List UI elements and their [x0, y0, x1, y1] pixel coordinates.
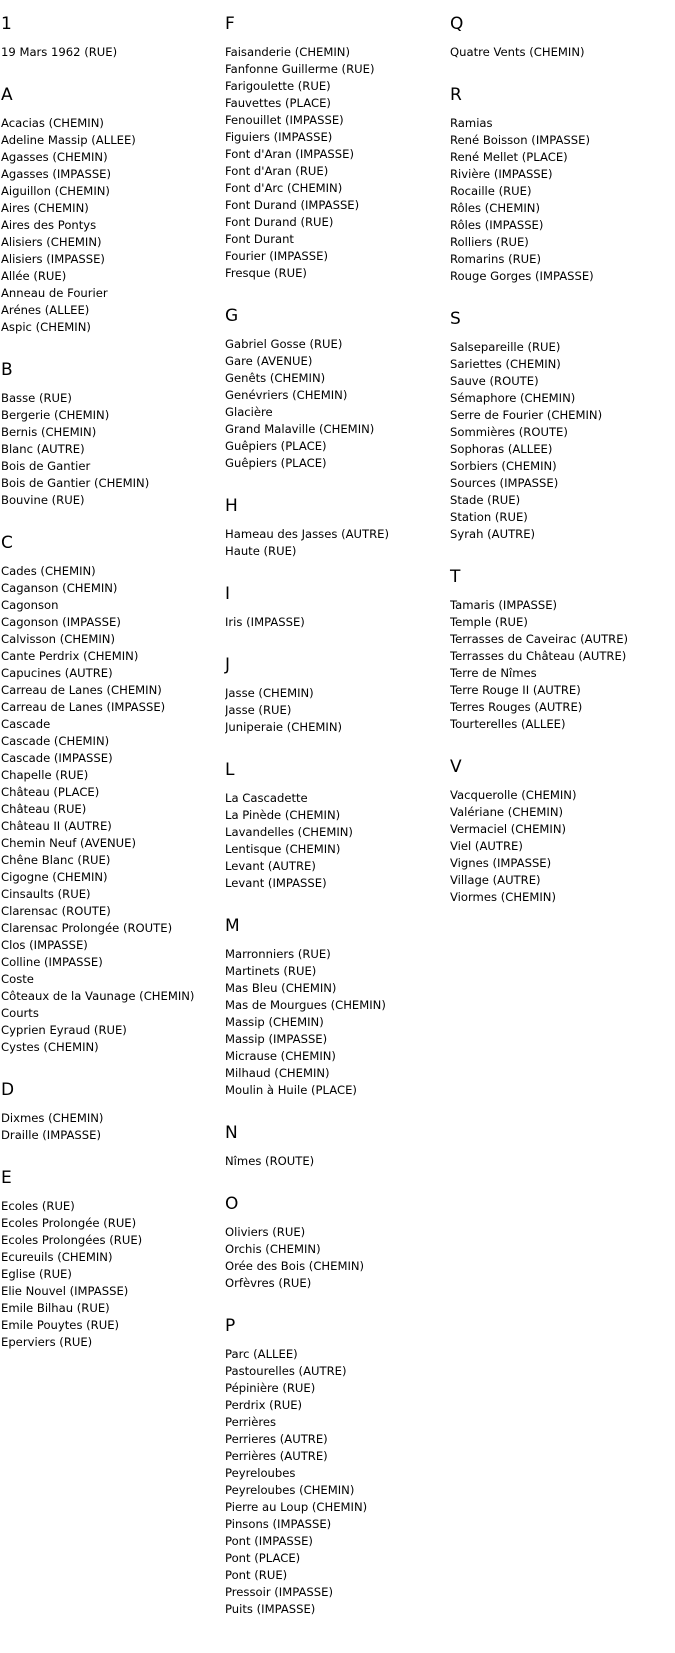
street-item: Rôles (CHEMIN): [450, 201, 540, 215]
street-item: Cinsaults (RUE): [1, 887, 91, 901]
street-item: Terre de Nîmes: [450, 666, 537, 680]
street-item: Terrasses du Château (AUTRE): [450, 649, 627, 663]
letter-heading: N: [225, 1123, 238, 1143]
street-item: Perdrix (RUE): [225, 1398, 303, 1412]
street-list: [225, 526, 440, 560]
street-item: Peyreloubes (CHEMIN): [225, 1483, 355, 1497]
street-item: Martinets (RUE): [225, 964, 317, 978]
street-item: Chêne Blanc (RUE): [1, 853, 111, 867]
street-item: Arénes (ALLEE): [1, 303, 90, 317]
street-item: Clos (IMPASSE): [1, 938, 88, 952]
street-item: Bois de Gantier (CHEMIN): [1, 476, 150, 490]
street-item: Rivière (IMPASSE): [450, 167, 553, 181]
street-list: [225, 336, 440, 472]
street-item: Terre Rouge II (AUTRE): [450, 683, 581, 697]
street-item: Vignes (IMPASSE): [450, 856, 552, 870]
street-list: [1, 1110, 216, 1144]
column-2: [225, 14, 440, 1642]
street-list: [225, 685, 440, 736]
street-item: Acacias (CHEMIN): [1, 116, 104, 130]
street-item: Farigoulette (RUE): [225, 79, 331, 93]
street-item: Iris (IMPASSE): [225, 615, 305, 629]
street-item: Ecoles (RUE): [1, 1199, 75, 1213]
street-item: Alisiers (CHEMIN): [1, 235, 102, 249]
street-item: Rouge Gorges (IMPASSE): [450, 269, 594, 283]
street-item: Colline (IMPASSE): [1, 955, 103, 969]
street-item: Clarensac (ROUTE): [1, 904, 111, 918]
street-list: [1, 390, 216, 509]
street-item: Bouvine (RUE): [1, 493, 85, 507]
street-item: Temple (RUE): [450, 615, 528, 629]
street-item: Pont (RUE): [225, 1568, 288, 1582]
street-item: Font d'Arc (CHEMIN): [225, 181, 343, 195]
street-item: Nîmes (ROUTE): [225, 1154, 315, 1168]
street-item: René Mellet (PLACE): [450, 150, 568, 164]
street-item: Calvisson (CHEMIN): [1, 632, 115, 646]
street-list: [225, 614, 440, 631]
street-item: La Cascadette: [225, 791, 308, 805]
letter-heading: A: [1, 85, 13, 105]
street-item: Dixmes (CHEMIN): [1, 1111, 104, 1125]
street-item: Château (RUE): [1, 802, 87, 816]
street-item: Valériane (CHEMIN): [450, 805, 564, 819]
street-item: Clarensac Prolongée (ROUTE): [1, 921, 173, 935]
street-list: [450, 44, 665, 61]
street-item: Elie Nouvel (IMPASSE): [1, 1284, 129, 1298]
street-item: Font Durand (IMPASSE): [225, 198, 360, 212]
street-item: Ramias: [450, 116, 493, 130]
street-item: Fauvettes (PLACE): [225, 96, 331, 110]
letter-heading: R: [450, 85, 462, 105]
letter-section: [225, 306, 440, 472]
street-item: Juniperaie (CHEMIN): [225, 720, 343, 734]
street-item: Chemin Neuf (AVENUE): [1, 836, 137, 850]
street-item: Genévriers (CHEMIN): [225, 388, 348, 402]
street-item: Milhaud (CHEMIN): [225, 1066, 330, 1080]
street-item: Eglise (RUE): [1, 1267, 72, 1281]
letter-heading: S: [450, 309, 461, 329]
street-item: Perrières: [225, 1415, 277, 1429]
street-item: Bernis (CHEMIN): [1, 425, 97, 439]
street-item: Ecureuils (CHEMIN): [1, 1250, 113, 1264]
street-item: Fenouillet (IMPASSE): [225, 113, 344, 127]
street-item: Basse (RUE): [1, 391, 72, 405]
street-item: Mas de Mourgues (CHEMIN): [225, 998, 386, 1012]
street-item: Sémaphore (CHEMIN): [450, 391, 576, 405]
street-item: Draille (IMPASSE): [1, 1128, 101, 1142]
letter-section: [1, 1168, 216, 1351]
street-item: Orchis (CHEMIN): [225, 1242, 321, 1256]
street-list: [225, 1224, 440, 1292]
street-item: Orée des Bois (CHEMIN): [225, 1259, 365, 1273]
letter-heading: E: [1, 1168, 12, 1188]
street-item: Carreau de Lanes (IMPASSE): [1, 700, 166, 714]
street-list: [225, 946, 440, 1099]
street-item: Côteaux de la Vaunage (CHEMIN): [1, 989, 195, 1003]
letter-section: [450, 85, 665, 285]
street-item: Sorbiers (CHEMIN): [450, 459, 557, 473]
street-item: Adeline Massip (ALLEE): [1, 133, 136, 147]
street-item: Sariettes (CHEMIN): [450, 357, 561, 371]
street-list: [225, 1346, 440, 1618]
street-item: Aires (CHEMIN): [1, 201, 89, 215]
street-item: Puits (IMPASSE): [225, 1602, 316, 1616]
letter-heading: D: [1, 1080, 15, 1100]
street-item: Agasses (CHEMIN): [1, 150, 108, 164]
street-item: Cascade (IMPASSE): [1, 751, 113, 765]
letter-heading: 1: [1, 14, 12, 34]
letter-section: [450, 567, 665, 733]
street-list: [450, 787, 665, 906]
street-item: Oliviers (RUE): [225, 1225, 306, 1239]
street-item: Vacquerolle (CHEMIN): [450, 788, 577, 802]
street-item: 19 Mars 1962 (RUE): [1, 45, 118, 59]
letter-heading: Q: [450, 14, 464, 34]
street-item: Sommières (ROUTE): [450, 425, 568, 439]
letter-heading: B: [1, 360, 13, 380]
street-item: Emile Bilhau (RUE): [1, 1301, 110, 1315]
street-item: Font d'Aran (RUE): [225, 164, 329, 178]
street-item: Cascade: [1, 717, 51, 731]
street-item: Terrasses de Caveirac (AUTRE): [450, 632, 629, 646]
street-item: Pastourelles (AUTRE): [225, 1364, 347, 1378]
letter-heading: H: [225, 496, 238, 516]
letter-heading: T: [450, 567, 461, 587]
letter-heading: C: [1, 533, 13, 553]
street-list: [450, 115, 665, 285]
street-item: Allée (RUE): [1, 269, 67, 283]
street-item: Quatre Vents (CHEMIN): [450, 45, 585, 59]
street-item: Pierre au Loup (CHEMIN): [225, 1500, 368, 1514]
street-item: Font Durand (RUE): [225, 215, 334, 229]
street-item: Emile Pouytes (RUE): [1, 1318, 120, 1332]
street-item: René Boisson (IMPASSE): [450, 133, 591, 147]
letter-section: [225, 1194, 440, 1292]
street-item: Capucines (AUTRE): [1, 666, 113, 680]
street-item: Château (PLACE): [1, 785, 100, 799]
street-item: Massip (IMPASSE): [225, 1032, 328, 1046]
street-item: Blanc (AUTRE): [1, 442, 85, 456]
street-item: Cascade (CHEMIN): [1, 734, 110, 748]
street-item: Romarins (RUE): [450, 252, 542, 266]
street-item: Station (RUE): [450, 510, 528, 524]
street-list: [1, 1198, 216, 1351]
letter-heading: V: [450, 757, 462, 777]
column-3: [450, 14, 665, 930]
street-item: Bergerie (CHEMIN): [1, 408, 110, 422]
street-item: Haute (RUE): [225, 544, 297, 558]
street-item: Fourier (IMPASSE): [225, 249, 328, 263]
street-item: Village (AUTRE): [450, 873, 541, 887]
street-item: Pinsons (IMPASSE): [225, 1517, 332, 1531]
street-item: Sauve (ROUTE): [450, 374, 539, 388]
street-item: Château II (AUTRE): [1, 819, 112, 833]
street-list: [225, 790, 440, 892]
letter-section: [225, 1123, 440, 1170]
street-item: Agasses (IMPASSE): [1, 167, 112, 181]
letter-heading: M: [225, 916, 240, 936]
street-item: Rolliers (RUE): [450, 235, 529, 249]
street-item: Perrieres (AUTRE): [225, 1432, 328, 1446]
street-item: Serre de Fourier (CHEMIN): [450, 408, 603, 422]
street-item: Salsepareille (RUE): [450, 340, 561, 354]
street-item: Levant (IMPASSE): [225, 876, 327, 890]
letter-heading: I: [225, 584, 231, 604]
street-item: Font Durant: [225, 232, 294, 246]
street-list: [1, 115, 216, 336]
letter-heading: G: [225, 306, 239, 326]
street-item: Aires des Pontys: [1, 218, 97, 232]
street-item: Genêts (CHEMIN): [225, 371, 326, 385]
letter-section: [225, 584, 440, 631]
letter-section: [1, 1080, 216, 1144]
street-item: Mas Bleu (CHEMIN): [225, 981, 337, 995]
street-item: Aspic (CHEMIN): [1, 320, 91, 334]
street-item: Hameau des Jasses (AUTRE): [225, 527, 389, 541]
letter-section: [1, 533, 216, 1056]
letter-section: [450, 757, 665, 906]
letter-section: [225, 496, 440, 560]
street-item: Glacière: [225, 405, 273, 419]
street-item: Peyreloubes: [225, 1466, 296, 1480]
letter-section: [225, 916, 440, 1099]
street-item: Lentisque (CHEMIN): [225, 842, 341, 856]
street-item: Micrause (CHEMIN): [225, 1049, 336, 1063]
street-item: Rôles (IMPASSE): [450, 218, 544, 232]
street-item: Syrah (AUTRE): [450, 527, 536, 541]
street-list: [225, 44, 440, 282]
street-item: Grand Malaville (CHEMIN): [225, 422, 375, 436]
street-list: [1, 563, 216, 1056]
street-item: Caganson (CHEMIN): [1, 581, 118, 595]
street-item: Parc (ALLEE): [225, 1347, 298, 1361]
letter-section: [225, 1316, 440, 1618]
street-item: Gabriel Gosse (RUE): [225, 337, 343, 351]
street-item: Rocaille (RUE): [450, 184, 532, 198]
street-item: Anneau de Fourier: [1, 286, 108, 300]
street-item: Sources (IMPASSE): [450, 476, 559, 490]
street-item: Jasse (RUE): [225, 703, 292, 717]
letter-section: [225, 655, 440, 736]
street-item: Pressoir (IMPASSE): [225, 1585, 333, 1599]
street-item: Courts: [1, 1006, 39, 1020]
street-list: [225, 1153, 440, 1170]
street-item: Massip (CHEMIN): [225, 1015, 324, 1029]
street-item: Eperviers (RUE): [1, 1335, 93, 1349]
street-list: [450, 597, 665, 733]
street-item: Cagonson: [1, 598, 59, 612]
street-item: Terres Rouges (AUTRE): [450, 700, 583, 714]
letter-heading: L: [225, 760, 235, 780]
street-item: Guêpiers (PLACE): [225, 456, 327, 470]
letter-heading: J: [225, 655, 231, 675]
street-item: Pépinière (RUE): [225, 1381, 316, 1395]
street-list: [450, 339, 665, 543]
street-item: Aiguillon (CHEMIN): [1, 184, 110, 198]
letter-heading: P: [225, 1316, 236, 1336]
letter-section: [225, 760, 440, 892]
letter-heading: O: [225, 1194, 239, 1214]
street-item: Viormes (CHEMIN): [450, 890, 556, 904]
street-item: Cystes (CHEMIN): [1, 1040, 99, 1054]
street-item: Pont (PLACE): [225, 1551, 301, 1565]
street-item: Tamaris (IMPASSE): [450, 598, 558, 612]
street-item: Marronniers (RUE): [225, 947, 331, 961]
street-item: Cyprien Eyraud (RUE): [1, 1023, 127, 1037]
street-item: Pont (IMPASSE): [225, 1534, 313, 1548]
street-item: Font d'Aran (IMPASSE): [225, 147, 355, 161]
column-1: [1, 14, 216, 1375]
letter-heading: F: [225, 14, 235, 34]
street-item: Perrières (AUTRE): [225, 1449, 328, 1463]
street-item: Alisiers (IMPASSE): [1, 252, 105, 266]
street-item: Chapelle (RUE): [1, 768, 89, 782]
street-item: Ecoles Prolongées (RUE): [1, 1233, 143, 1247]
street-item: Cagonson (IMPASSE): [1, 615, 121, 629]
street-item: Levant (AUTRE): [225, 859, 316, 873]
street-item: Tourterelles (ALLEE): [450, 717, 566, 731]
street-item: Viel (AUTRE): [450, 839, 523, 853]
letter-section: [1, 360, 216, 509]
letter-section: [1, 85, 216, 336]
street-item: Fanfonne Guillerme (RUE): [225, 62, 375, 76]
letter-section: [450, 309, 665, 543]
letter-section: [1, 14, 216, 61]
street-item: Gare (AVENUE): [225, 354, 313, 368]
street-item: Fresque (RUE): [225, 266, 307, 280]
street-item: Guêpiers (PLACE): [225, 439, 327, 453]
street-item: Ecoles Prolongée (RUE): [1, 1216, 137, 1230]
letter-section: [450, 14, 665, 61]
street-item: Jasse (CHEMIN): [225, 686, 314, 700]
street-item: Cigogne (CHEMIN): [1, 870, 108, 884]
street-item: Moulin à Huile (PLACE): [225, 1083, 357, 1097]
street-item: Vermaciel (CHEMIN): [450, 822, 567, 836]
street-item: Faisanderie (CHEMIN): [225, 45, 351, 59]
street-item: Sophoras (ALLEE): [450, 442, 553, 456]
street-item: Orfèvres (RUE): [225, 1276, 312, 1290]
street-item: Cades (CHEMIN): [1, 564, 96, 578]
street-item: Figuiers (IMPASSE): [225, 130, 333, 144]
street-item: Carreau de Lanes (CHEMIN): [1, 683, 162, 697]
street-list: [1, 44, 216, 61]
street-item: Lavandelles (CHEMIN): [225, 825, 353, 839]
street-item: Bois de Gantier: [1, 459, 91, 473]
street-item: Stade (RUE): [450, 493, 521, 507]
street-item: Cante Perdrix (CHEMIN): [1, 649, 139, 663]
street-item: Coste: [1, 972, 34, 986]
street-item: La Pinède (CHEMIN): [225, 808, 341, 822]
letter-section: [225, 14, 440, 282]
